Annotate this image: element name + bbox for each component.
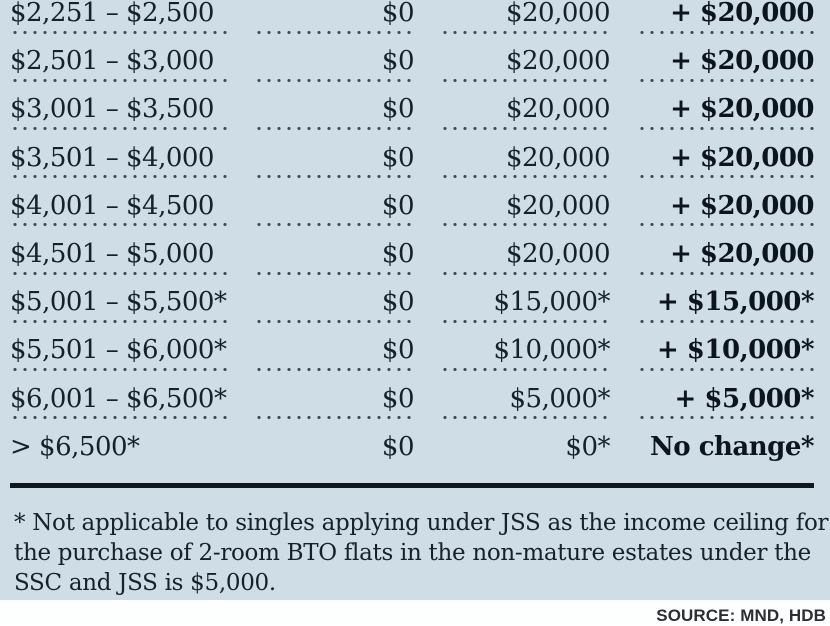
change-amount-cell: + $10,000* xyxy=(637,337,814,371)
income-range-cell: $3,501 – $4,000 xyxy=(10,145,228,179)
grant-table xyxy=(10,0,814,482)
change-amount-cell: + $20,000 xyxy=(637,48,814,82)
table-row xyxy=(10,383,814,434)
change-amount-cell: + $20,000 xyxy=(637,241,814,275)
table-row xyxy=(10,337,814,385)
revised-grant-cell: $20,000 xyxy=(440,96,610,130)
footnote-line: the purchase of 2-room BTO flats in the non-mature estates under the xyxy=(14,539,811,566)
table-row xyxy=(10,142,814,193)
table-row xyxy=(10,190,814,241)
change-amount-cell: + $20,000 xyxy=(637,193,814,227)
change-amount-cell: + $20,000 xyxy=(637,96,814,130)
revised-grant-cell: $10,000* xyxy=(440,337,610,371)
revised-grant-cell: $20,000 xyxy=(440,0,610,34)
income-range-cell: $2,501 – $3,000 xyxy=(10,48,228,82)
change-amount-cell: + $5,000* xyxy=(637,386,814,420)
current-grant-cell: $0 xyxy=(254,145,414,179)
income-range-cell: $3,001 – $3,500 xyxy=(10,96,228,130)
income-range-cell: $5,501 – $6,000* xyxy=(10,337,228,371)
current-grant-cell: $0 xyxy=(254,193,414,227)
current-grant-cell: $0 xyxy=(254,386,414,420)
table-row xyxy=(10,0,814,48)
income-range-cell: $4,001 – $4,500 xyxy=(10,193,228,227)
revised-grant-cell: $20,000 xyxy=(440,48,610,82)
current-grant-cell: $0 xyxy=(254,337,414,371)
current-grant-cell: $0 xyxy=(254,289,414,323)
table-row xyxy=(10,431,814,482)
source-credit: SOURCE: MND, HDB xyxy=(656,606,826,625)
table-bottom-rule xyxy=(10,483,814,488)
table-row xyxy=(10,96,814,144)
footnote xyxy=(10,508,829,598)
income-range-cell: $5,001 – $5,500* xyxy=(10,289,228,323)
current-grant-cell: $0 xyxy=(254,96,414,130)
table-row xyxy=(10,48,814,96)
income-range-cell: > $6,500* xyxy=(10,431,140,462)
current-grant-cell: $0 xyxy=(254,48,414,82)
current-grant-cell: $0 xyxy=(254,0,414,34)
current-grant-cell: $0 xyxy=(254,241,414,275)
change-amount-cell: + $20,000 xyxy=(637,0,814,34)
revised-grant-cell: $5,000* xyxy=(440,386,610,420)
change-amount-cell: + $20,000 xyxy=(637,145,814,179)
revised-grant-cell: $20,000 xyxy=(440,241,610,275)
income-range-cell: $2,251 – $2,500 xyxy=(10,0,228,34)
table-row xyxy=(10,238,814,289)
footnote-line: SSC and JSS is $5,000. xyxy=(14,569,276,596)
income-range-cell: $4,501 – $5,000 xyxy=(10,241,228,275)
revised-grant-cell: $20,000 xyxy=(440,193,610,227)
revised-grant-cell: $20,000 xyxy=(440,145,610,179)
table-row xyxy=(10,289,814,337)
change-amount-cell: No change* xyxy=(650,431,814,462)
income-range-cell: $6,001 – $6,500* xyxy=(10,386,228,420)
change-amount-cell: + $15,000* xyxy=(637,289,814,323)
revised-grant-cell: $0* xyxy=(565,431,610,462)
footnote-line: * Not applicable to singles applying under JSS as the income ceiling for xyxy=(14,509,829,536)
revised-grant-cell: $15,000* xyxy=(440,289,610,323)
current-grant-cell: $0 xyxy=(381,431,414,462)
